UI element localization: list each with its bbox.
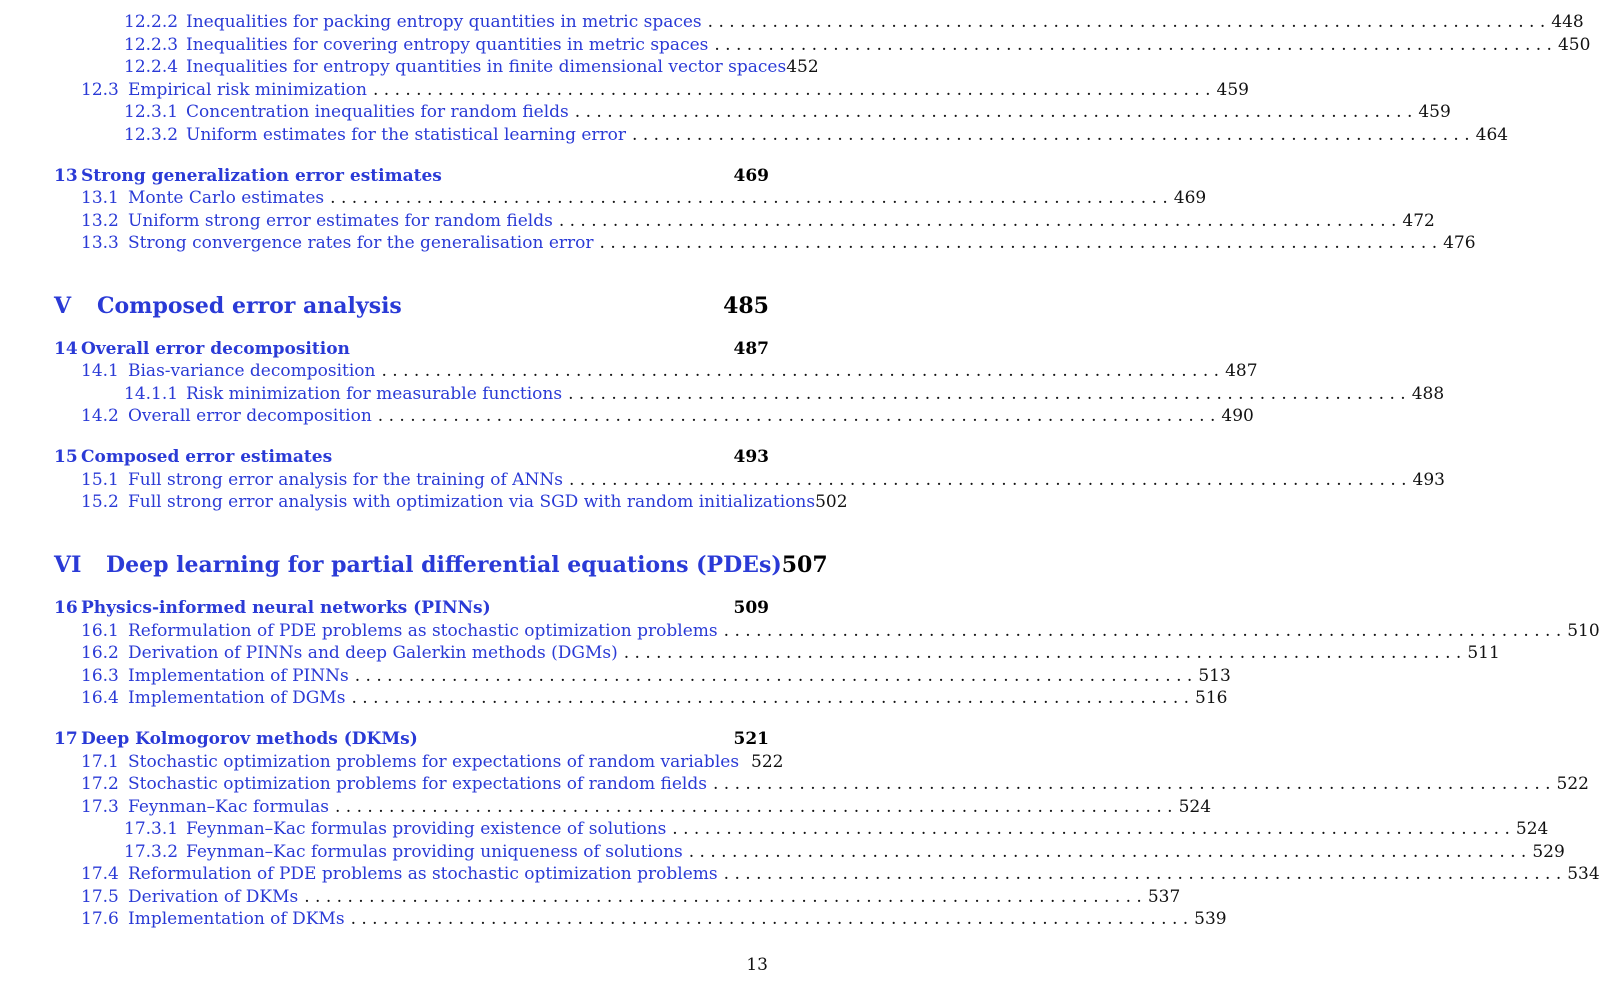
toc-entry-page: 485 [723, 293, 769, 319]
toc-entry-title: Stochastic optimization problems for expectations of random variables [128, 752, 740, 772]
toc-entry-number: 12.3 [81, 80, 119, 100]
toc-entry-number: 14.2 [81, 406, 119, 426]
toc-entry-title: Derivation of DKMs [128, 887, 299, 907]
toc-entry-page: 502 [815, 492, 848, 512]
toc-entry-page: 529 [1532, 842, 1565, 862]
toc-entry-page: 464 [1475, 125, 1509, 145]
dot-leader [304, 887, 1142, 907]
toc-entry-number: 16.4 [81, 688, 119, 708]
toc-entry-v[interactable] [54, 293, 769, 319]
toc-entry-page: 490 [1221, 406, 1254, 426]
page-number: 13 [746, 955, 768, 975]
toc-entry-title: Monte Carlo estimates [128, 188, 325, 208]
toc-entry-13-1[interactable] [81, 188, 1207, 208]
toc-entry-page: 493 [1412, 470, 1445, 490]
toc-entry-page: 539 [1194, 909, 1227, 929]
toc-entry-17-3-2[interactable] [124, 842, 1565, 862]
toc-entry-page: 509 [733, 598, 769, 618]
toc-entry-12-2-2[interactable] [124, 12, 1584, 32]
toc-entry-14-1[interactable] [81, 361, 1258, 381]
toc-entry-title: Feynman–Kac formulas [128, 797, 329, 817]
toc-entry-number: 17.5 [81, 887, 119, 907]
toc-entry-number: V [54, 293, 72, 319]
toc-entry-title: Reformulation of PDE problems as stochastic optimization problems [128, 621, 718, 641]
toc-entry-title: Composed error estimates [81, 447, 333, 467]
toc-entry-number: 12.3.2 [124, 125, 179, 145]
toc-entry-page: 534 [1567, 864, 1600, 884]
toc-entry-17-6[interactable] [81, 909, 1227, 929]
toc-entry-title: Strong convergence rates for the generalisation error [128, 233, 594, 253]
dot-leader [600, 233, 1438, 253]
toc-entry-number: 14 [54, 339, 78, 359]
toc-entry-number: 12.3.1 [124, 102, 179, 122]
toc-entry-title: Full strong error analysis for the training of ANNs [128, 470, 563, 490]
toc-entry-15[interactable] [54, 447, 769, 467]
toc-entry-12-3-2[interactable] [124, 125, 1509, 145]
toc-entry-13-2[interactable] [81, 211, 1435, 231]
toc-entry-title: Empirical risk minimization [128, 80, 367, 100]
toc-entry-title: Derivation of PINNs and deep Galerkin methods (DGMs) [128, 643, 618, 663]
toc-entry-15-1[interactable] [81, 470, 1445, 490]
toc-entry-page: 476 [1443, 233, 1476, 253]
dot-leader [713, 774, 1551, 794]
dot-leader [624, 643, 1462, 663]
dot-leader [632, 125, 1470, 145]
dot-leader [724, 621, 1562, 641]
toc-entry-title: Feynman–Kac formulas providing uniqueness of solutions [186, 842, 683, 862]
toc-entry-vi[interactable] [54, 552, 828, 578]
dot-leader [351, 688, 1189, 708]
toc-entry-16-3[interactable] [81, 666, 1231, 686]
toc-entry-title: Deep Kolmogorov methods (DKMs) [81, 729, 418, 749]
toc-entry-title: Bias-variance decomposition [128, 361, 376, 381]
toc-entry-number: 13.2 [81, 211, 119, 231]
dot-leader [708, 12, 1546, 32]
toc-entry-title: Overall error decomposition [128, 406, 372, 426]
dot-leader [559, 211, 1397, 231]
toc-entry-12-2-4[interactable] [124, 57, 819, 77]
toc-entry-title: Physics-informed neural networks (PINNs) [81, 598, 491, 618]
toc-entry-page: 487 [1225, 361, 1258, 381]
toc-entry-page: 487 [733, 339, 769, 359]
toc-entry-page: 472 [1402, 211, 1435, 231]
toc-entry-number: 16 [54, 598, 78, 618]
toc-entry-number: 17.4 [81, 864, 119, 884]
toc-entry-page: 524 [1178, 797, 1212, 817]
dot-leader [335, 797, 1173, 817]
toc-entry-number: 15.1 [81, 470, 119, 490]
toc-entry-14[interactable] [54, 339, 769, 359]
dot-leader [378, 406, 1216, 426]
toc-entry-17-3-1[interactable] [124, 819, 1549, 839]
toc-entry-page: 521 [733, 729, 769, 749]
toc-entry-page: 510 [1567, 621, 1600, 641]
toc-entry-number: VI [54, 552, 82, 578]
toc-entry-title: Concentration inequalities for random fields [186, 102, 569, 122]
toc-entry-number: 16.2 [81, 643, 119, 663]
toc-entry-title: Overall error decomposition [81, 339, 350, 359]
toc-entry-17-4[interactable] [81, 864, 1600, 884]
toc-entry-title: Uniform strong error estimates for random fields [128, 211, 553, 231]
toc-entry-title: Strong generalization error estimates [81, 166, 442, 186]
dot-leader [724, 864, 1562, 884]
toc-entry-number: 13.3 [81, 233, 119, 253]
toc-entry-page: 522 [751, 752, 784, 772]
toc-entry-16-2[interactable] [81, 643, 1500, 663]
toc-entry-12-3-1[interactable] [124, 102, 1451, 122]
toc-entry-number: 17.2 [81, 774, 119, 794]
toc-entry-16[interactable] [54, 598, 769, 618]
dot-leader [569, 470, 1407, 490]
toc-entry-number: 13.1 [81, 188, 119, 208]
toc-entry-12-3[interactable] [81, 80, 1249, 100]
dot-leader [689, 842, 1527, 862]
toc-entry-number: 17 [54, 729, 78, 749]
toc-entry-page: 493 [733, 447, 769, 467]
toc-entry-title: Full strong error analysis with optimization via SGD with random initializations [128, 492, 816, 512]
dot-leader [575, 102, 1413, 122]
toc-entry-number: 14.1.1 [124, 384, 179, 404]
toc-entry-title: Stochastic optimization problems for expectations of random fields [128, 774, 707, 794]
toc-entry-page: 511 [1467, 643, 1500, 663]
dot-leader [351, 909, 1189, 929]
toc-entry-number: 17.3.2 [124, 842, 179, 862]
toc-entry-12-2-3[interactable] [124, 35, 1591, 55]
toc-entry-title: Inequalities for covering entropy quantities in metric spaces [186, 35, 709, 55]
toc-entry-page: 469 [1173, 188, 1207, 208]
toc-entry-16-4[interactable] [81, 688, 1228, 708]
toc-entry-title: Implementation of PINNs [128, 666, 349, 686]
toc-entry-number: 12.2.2 [124, 12, 179, 32]
dot-leader [381, 361, 1219, 381]
toc-entry-15-2[interactable] [81, 492, 848, 512]
toc-entry-title: Reformulation of PDE problems as stochastic optimization problems [128, 864, 718, 884]
toc-entry-page: 513 [1198, 666, 1231, 686]
toc-entry-number: 17.3 [81, 797, 119, 817]
toc-entry-title: Risk minimization for measurable functions [186, 384, 563, 404]
toc-entry-title: Composed error analysis [97, 293, 402, 319]
toc-entry-title: Deep learning for partial differential equations (PDEs) [106, 552, 782, 578]
toc-entry-number: 13 [54, 166, 78, 186]
toc-entry-number: 17.3.1 [124, 819, 179, 839]
toc-entry-page: 459 [1418, 102, 1451, 122]
toc-entry-title: Uniform estimates for the statistical learning error [186, 125, 627, 145]
toc-entry-14-1-1[interactable] [124, 384, 1445, 404]
dot-leader [714, 35, 1552, 55]
toc-entry-17-3[interactable] [81, 797, 1212, 817]
toc-entry-17-2[interactable] [81, 774, 1589, 794]
toc-entry-number: 17.6 [81, 909, 119, 929]
dot-leader [330, 188, 1168, 208]
toc-entry-number: 15.2 [81, 492, 119, 512]
toc-entry-page: 469 [733, 166, 769, 186]
toc-entry-page: 452 [786, 57, 819, 77]
toc-entry-title: Feynman–Kac formulas providing existence of solutions [186, 819, 667, 839]
toc-entry-number: 12.2.4 [124, 57, 179, 77]
toc-entry-number: 12.2.3 [124, 35, 179, 55]
toc-entry-number: 16.1 [81, 621, 119, 641]
toc-entry-title: Inequalities for packing entropy quantities in metric spaces [186, 12, 702, 32]
toc-entry-title: Implementation of DGMs [128, 688, 346, 708]
toc-entry-title: Implementation of DKMs [128, 909, 345, 929]
dot-leader [568, 384, 1406, 404]
toc-entry-17-1[interactable] [81, 752, 784, 772]
dot-leader [373, 80, 1211, 100]
toc-entry-17[interactable] [54, 729, 769, 749]
toc-entry-13[interactable] [54, 166, 769, 186]
toc-entry-number: 16.3 [81, 666, 119, 686]
toc-entry-page: 488 [1411, 384, 1445, 404]
toc-entry-13-3[interactable] [81, 233, 1476, 253]
toc-entry-number: 15 [54, 447, 78, 467]
toc-entry-14-2[interactable] [81, 406, 1254, 426]
toc-entry-page: 522 [1556, 774, 1589, 794]
toc-entry-title: Inequalities for entropy quantities in finite dimensional vector spaces [186, 57, 787, 77]
toc-entry-page: 537 [1147, 887, 1181, 907]
toc-entry-number: 14.1 [81, 361, 119, 381]
toc-entry-number: 17.1 [81, 752, 119, 772]
toc-entry-page: 459 [1216, 80, 1249, 100]
toc-entry-page: 507 [781, 552, 828, 578]
toc-entry-17-5[interactable] [81, 887, 1181, 907]
dot-leader [355, 666, 1193, 686]
toc-entry-page: 448 [1551, 12, 1584, 32]
dot-leader [672, 819, 1510, 839]
toc-entry-page: 524 [1515, 819, 1549, 839]
toc-entry-16-1[interactable] [81, 621, 1600, 641]
toc-entry-page: 450 [1557, 35, 1591, 55]
toc-entry-page: 516 [1195, 688, 1228, 708]
